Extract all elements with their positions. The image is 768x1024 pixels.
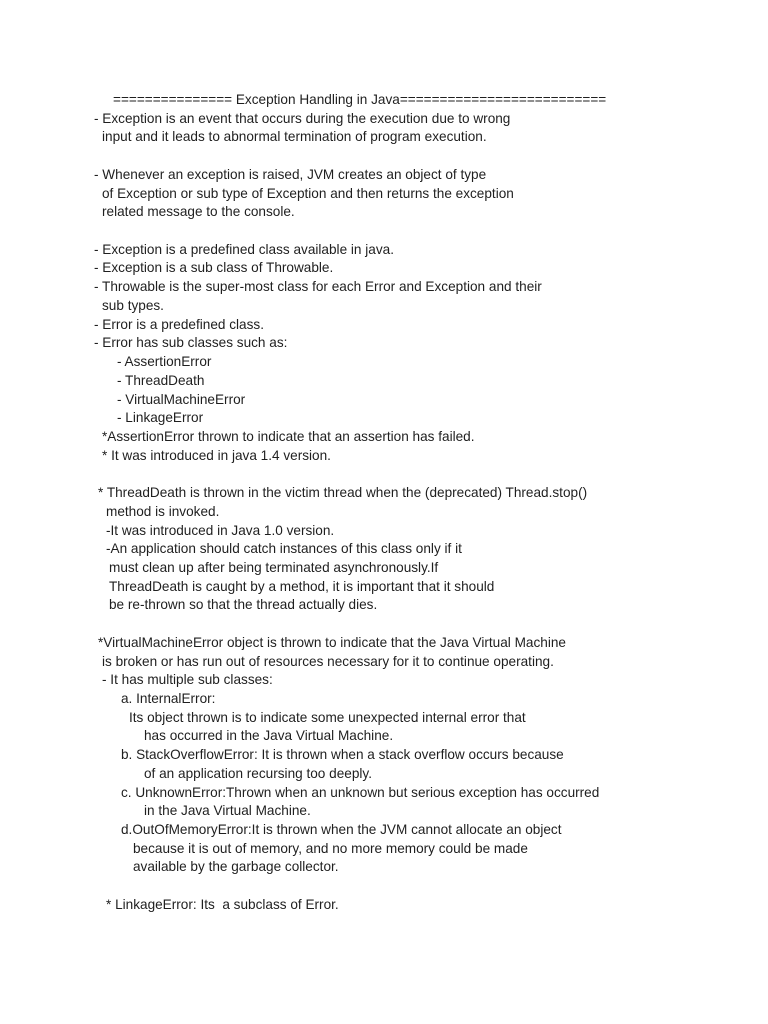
doc-line — [0, 259, 768, 278]
doc-line — [0, 166, 768, 185]
doc-line — [0, 353, 768, 372]
doc-line — [0, 596, 768, 615]
doc-line — [0, 690, 768, 709]
doc-line — [0, 334, 768, 353]
doc-text: input and it leads to abnormal termination of program execution. — [102, 129, 487, 145]
doc-line — [0, 203, 768, 222]
doc-text: of Exception or sub type of Exception and then returns the exception — [102, 185, 514, 201]
doc-text: ThreadDeath is caught by a method, it is important that it should — [109, 578, 495, 594]
doc-line — [0, 709, 768, 728]
doc-text: - Whenever an exception is raised, JVM creates an object of type — [94, 166, 487, 182]
doc-text: - It has multiple sub classes: — [102, 672, 273, 688]
blank-line — [0, 147, 768, 166]
doc-line — [0, 634, 768, 653]
doc-text: - Exception is a predefined class available in java. — [94, 241, 394, 257]
doc-list-item: - ThreadDeath — [117, 372, 205, 388]
doc-text: *VirtualMachineError object is thrown to indicate that the Java Virtual Machine — [98, 634, 566, 650]
doc-text: * ThreadDeath is thrown in the victim thread when the (deprecated) Thread.stop() — [98, 485, 588, 501]
doc-line — [0, 91, 768, 110]
doc-line — [0, 578, 768, 597]
doc-line — [0, 484, 768, 503]
blank-line — [0, 222, 768, 241]
doc-text: -It was introduced in Java 1.0 version. — [106, 522, 335, 538]
doc-text: *AssertionError thrown to indicate that an assertion has failed. — [102, 428, 475, 444]
doc-line — [0, 185, 768, 204]
doc-line — [0, 278, 768, 297]
doc-text: related message to the console. — [102, 204, 295, 220]
doc-line — [0, 671, 768, 690]
doc-line — [0, 784, 768, 803]
doc-list-item: - LinkageError — [117, 410, 204, 426]
doc-text: because it is out of memory, and no more memory could be made — [133, 840, 528, 856]
doc-line — [0, 110, 768, 129]
blank-line — [0, 877, 768, 896]
doc-line — [0, 802, 768, 821]
doc-text: - Exception is a sub class of Throwable. — [94, 260, 334, 276]
doc-text: must clean up after being terminated asynchronously.If — [109, 559, 439, 575]
blank-line — [0, 465, 768, 484]
doc-line — [0, 840, 768, 859]
doc-text: -An application should catch instances of this class only if it — [106, 541, 462, 557]
doc-text: available by the garbage collector. — [133, 859, 339, 875]
doc-text: Its object thrown is to indicate some unexpected internal error that — [129, 709, 526, 725]
doc-line — [0, 727, 768, 746]
doc-title: =============== Exception Handling in Java========================== — [113, 92, 607, 107]
doc-list-item: - AssertionError — [117, 354, 212, 370]
doc-line — [0, 372, 768, 391]
doc-line — [0, 316, 768, 335]
doc-text: sub types. — [102, 297, 164, 313]
doc-text: in the Java Virtual Machine. — [144, 803, 311, 819]
doc-list-item: b. StackOverflowError: It is thrown when a stack overflow occurs because — [121, 747, 564, 763]
doc-line — [0, 896, 768, 915]
doc-line — [0, 765, 768, 784]
doc-text: has occurred in the Java Virtual Machine. — [144, 728, 394, 744]
doc-list-item: a. InternalError: — [121, 691, 216, 706]
doc-text: - Error has sub classes such as: — [94, 335, 288, 351]
doc-text: * LinkageError: Its a subclass of Error. — [106, 896, 339, 912]
doc-line — [0, 428, 768, 447]
doc-line — [0, 297, 768, 316]
doc-line — [0, 858, 768, 877]
doc-text: - Error is a predefined class. — [94, 316, 264, 332]
doc-list-item: c. UnknownError:Thrown when an unknown but serious exception has occurred — [121, 784, 600, 800]
doc-line — [0, 503, 768, 522]
doc-text: * It was introduced in java 1.4 version. — [102, 447, 331, 463]
doc-line — [0, 522, 768, 541]
doc-line — [0, 746, 768, 765]
doc-line — [0, 409, 768, 428]
doc-text: method is invoked. — [106, 503, 220, 519]
doc-list-item: d.OutOfMemoryError:It is thrown when the JVM cannot allocate an object — [121, 822, 562, 838]
doc-list-item: - VirtualMachineError — [117, 391, 246, 407]
blank-line — [0, 615, 768, 634]
doc-text: be re-thrown so that the thread actually dies. — [109, 597, 378, 613]
doc-line — [0, 128, 768, 147]
doc-line — [0, 241, 768, 260]
doc-line — [0, 447, 768, 466]
doc-text: is broken or has run out of resources necessary for it to continue operating. — [102, 653, 554, 669]
doc-line — [0, 559, 768, 578]
doc-line — [0, 821, 768, 840]
doc-line — [0, 653, 768, 672]
doc-text: - Exception is an event that occurs during the execution due to wrong — [94, 110, 511, 126]
doc-text: - Throwable is the super-most class for each Error and Exception and their — [94, 279, 542, 295]
doc-line — [0, 540, 768, 559]
document-body — [0, 91, 768, 915]
doc-line — [0, 391, 768, 410]
doc-text: of an application recursing too deeply. — [144, 765, 372, 781]
